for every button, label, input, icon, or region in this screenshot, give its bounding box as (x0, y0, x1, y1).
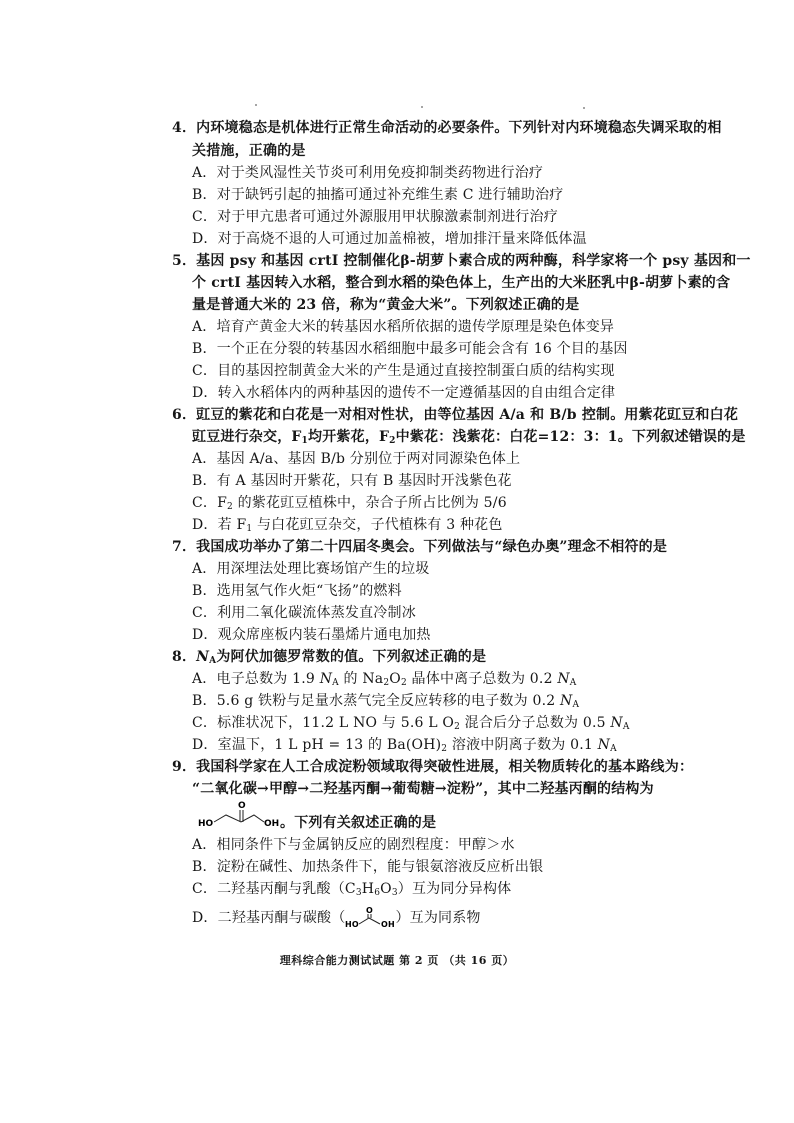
q6-stem-line1: 6．豇豆的紫花和白花是一对相对性状，由等位基因 A/a 和 B/b 控制。用紫花豇豆和白花 (172, 407, 739, 423)
q6-stem-part: 豇豆进行杂交，F (192, 429, 302, 445)
subscript: A (572, 700, 580, 710)
q8-option-part: O (389, 671, 401, 687)
q9-stem-line2: “二氧化碳→甲醇→二羟基丙酮→葡萄糖→淀粉”，其中二羟基丙酮的结构为 (192, 781, 654, 797)
subscript: 1 (246, 524, 253, 534)
subscript: 2 (441, 744, 448, 754)
q9-option-part: D．二羟基丙酮与碳酸（ (192, 910, 346, 926)
q5-option-c: C．目的基因控制黄金大米的产生是通过直接控制蛋白质的结构实现 (192, 363, 615, 379)
q4-stem-line1: 4．内环境稳态是机体进行正常生命活动的必要条件。下列针对内环境稳态失调采取的相 (172, 120, 722, 136)
subscript: 3 (391, 888, 398, 898)
q6-option-part: 的紫花豇豆植株中，杂合子所占比例为 5/6 (232, 495, 507, 511)
structure-ho-label: HO (345, 920, 360, 929)
q5-stem-line3: 量是普通大米的 23 倍，称为“黄金大米”。下列叙述正确的是 (192, 297, 580, 313)
scan-speck (583, 107, 585, 109)
q8-stem-part: 为阿伏加德罗常数的值。下列叙述正确的是 (216, 649, 487, 665)
q5-option-d: D．转入水稻体内的两种基因的遗传不一定遵循基因的自由组合定律 (192, 385, 616, 401)
structure-o-label: O (366, 906, 374, 915)
q8-stem-part: 8． (172, 649, 197, 665)
scan-speck (421, 106, 423, 108)
q6-option-part: D．若 F (192, 517, 247, 533)
q8-option-part: 溶液中阴离子数为 0.1 (447, 737, 598, 753)
q9-option-part: H (361, 881, 375, 897)
q8-option-a (192, 670, 576, 688)
q6-option-part: C．F (192, 495, 228, 511)
structure-ho-label: HO (198, 819, 214, 829)
q6-option-part: 与白花豇豆杂交，子代植株有 3 种花色 (252, 517, 503, 533)
avogadro-symbol: N (319, 671, 333, 687)
q4-stem-line2: 关措施，正确的是 (192, 143, 306, 159)
q9-option-c (192, 880, 511, 898)
q4-option-c: C．对于甲亢患者可通过外源服用甲状腺激素制剂进行治疗 (192, 209, 558, 225)
q8-option-c (192, 714, 630, 732)
structure-oh-label: OH (264, 819, 280, 829)
q5-stem-line2: 个 crtI 基因转入水稻，整合到水稻的染色体上，生产出的大米胚乳中β-胡萝卜素的含 (192, 275, 731, 291)
subscript: A (209, 656, 217, 666)
q9-option-b: B．淀粉在碱性、加热条件下，能与银氨溶液反应析出银 (192, 859, 544, 875)
subscript: A (332, 678, 339, 688)
q4-option-b: B．对于缺钙引起的抽搐可通过补充维生素 C 进行辅助治疗 (192, 187, 564, 203)
q9-option-a: A．相同条件下与金属钠反应的剧烈程度：甲醇＞水 (192, 837, 515, 853)
q9-option-part: C．二羟基丙酮与乳酸（C (192, 881, 356, 897)
q5-option-b: B．一个正在分裂的转基因水稻细胞中最多可能会含有 16 个目的基因 (192, 341, 628, 357)
q8-option-part: A．电子总数为 1.9 (192, 671, 320, 687)
avogadro-symbol: N (559, 693, 573, 709)
q9-option-part: O (380, 881, 392, 897)
subscript: 1 (301, 436, 309, 446)
q8-option-part: C．标准状况下，11.2 L NO 与 5.6 L O (192, 715, 455, 731)
q9-option-d (192, 906, 481, 930)
subscript: 2 (383, 678, 390, 688)
q6-option-b: B．有 A 基因时开紫花，只有 B 基因时开浅紫色花 (192, 473, 512, 489)
avogadro-symbol: N (196, 649, 210, 665)
q6-option-c (192, 494, 507, 512)
dihydroxyacetone-structure (198, 800, 282, 830)
subscript: 2 (389, 436, 396, 446)
q5-stem-line1: 5．基因 psy 和基因 crtI 控制催化β-胡萝卜素合成的两种酶，科学家将一个 psy 基因和一 (172, 253, 751, 269)
q8-option-d (192, 736, 617, 754)
q5-option-a: A．培育产黄金大米的转基因水稻所依据的遗传学原理是染色体变异 (192, 319, 615, 335)
subscript: 2 (227, 502, 233, 512)
q7-stem-line1: 7．我国成功举办了第二十四届冬奥会。下列做法与“绿色办奥”理念不相符的是 (172, 539, 668, 555)
subscript: 3 (355, 888, 362, 898)
subscript: A (569, 678, 577, 688)
q6-stem-part: 均开紫花，F (308, 429, 390, 445)
q8-option-part: 晶体中离子总数为 0.2 (406, 671, 558, 687)
avogadro-symbol: N (557, 671, 570, 687)
q9-stem-line1: 9．我国科学家在人工合成淀粉领域取得突破性进展，相关物质转化的基本路线为： (172, 759, 694, 775)
structure-bonds (214, 815, 264, 822)
subscript: 6 (374, 888, 381, 898)
subscript: 2 (400, 678, 407, 688)
q8-option-part: D．室温下，1 L pH = 13 的 Ba(OH) (192, 737, 442, 753)
q7-option-c: C．利用二氧化碳流体蒸发直冷制冰 (192, 605, 416, 621)
structure-oh-label: OH (381, 920, 396, 929)
q6-option-a: A．基因 A/a、基因 B/b 分别位于两对同源染色体上 (192, 451, 521, 467)
q7-option-d: D．观众席座板内装石墨烯片通电加热 (192, 627, 431, 643)
subscript: 2 (454, 722, 460, 732)
structure-bonds (359, 918, 380, 924)
q6-option-d (192, 516, 503, 534)
q8-option-part: B．5.6 g 铁粉与足量水蒸气完全反应转移的电子数为 0.2 (192, 693, 560, 709)
q9-option-part: ）互为同分异构体 (397, 881, 512, 897)
page-footer: 理科综合能力测试试题 第 2 页 （共 16 页） (279, 954, 515, 967)
q9-stem-line3: 。下列有关叙述正确的是 (280, 815, 437, 831)
avogadro-symbol: N (610, 715, 623, 731)
q4-option-a: A．对于类风湿性关节炎可利用免疫抑制类药物进行治疗 (192, 165, 544, 181)
subscript: A (610, 744, 617, 754)
scan-speck (255, 104, 257, 106)
q8-stem-line1 (172, 648, 486, 666)
q8-option-part: 的 Na (338, 671, 384, 687)
structure-o-label: O (238, 801, 246, 811)
q8-option-part: 混合后分子总数为 0.5 (460, 715, 611, 731)
carbonic-acid-structure (345, 906, 395, 930)
q6-stem-part: 中紫花：浅紫花：白花=12：3：1。下列叙述错误的是 (395, 429, 746, 445)
avogadro-symbol: N (597, 737, 611, 753)
q7-option-b: B．选用氢气作火炬“飞扬”的燃料 (192, 583, 402, 599)
subscript: A (622, 722, 630, 732)
q6-stem-line2 (192, 428, 746, 446)
q7-option-a: A．用深埋法处理比赛场馆产生的垃圾 (192, 561, 430, 577)
q8-option-b (192, 692, 579, 710)
q4-option-d: D．对于高烧不退的人可通过加盖棉被，增加排汗量来降低体温 (192, 231, 587, 247)
q9-option-part: ）互为同系物 (395, 910, 481, 926)
